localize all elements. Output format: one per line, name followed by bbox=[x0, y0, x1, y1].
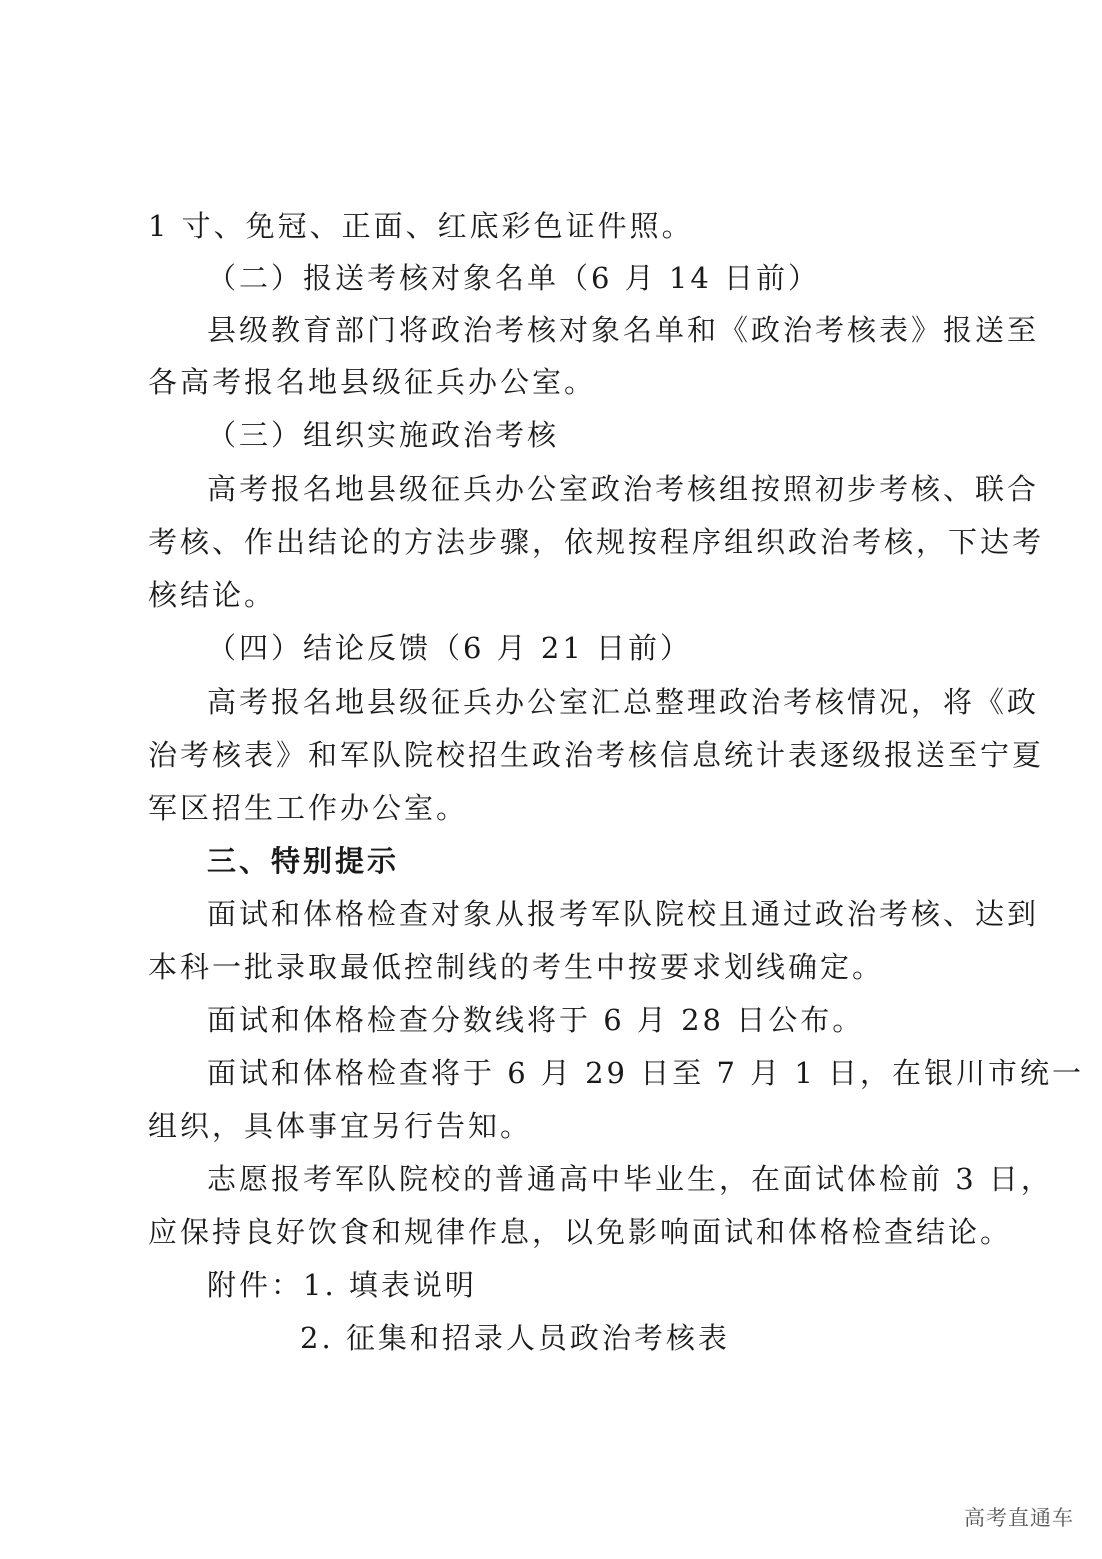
attachment-line-1: 附件：1. 填表说明 bbox=[207, 1268, 477, 1302]
text-line: 县级教育部门将政治考核对象名单和《政治考核表》报送至 bbox=[207, 313, 1040, 347]
text-line: 面试和体格检查分数线将于 6 月 28 日公布。 bbox=[207, 1003, 865, 1037]
text-line: 面试和体格检查将于 6 月 29 日至 7 月 1 日，在银川市统一 bbox=[207, 1056, 1085, 1090]
text-line: 军区招生工作办公室。 bbox=[148, 791, 469, 825]
text-line-photo-requirement: 1 寸、免冠、正面、红底彩色证件照。 bbox=[148, 209, 694, 243]
text-line: 各高考报名地县级征兵办公室。 bbox=[148, 365, 597, 399]
text-line: 考核、作出结论的方法步骤，依规按程序组织政治考核，下达考 bbox=[148, 525, 1045, 559]
section-heading-special-notice: 三、特别提示 bbox=[207, 844, 400, 878]
subheading-submit-list: （二）报送考核对象名单（6 月 14 日前） bbox=[207, 261, 821, 295]
text-line: 本科一批录取最低控制线的考生中按要求划线确定。 bbox=[148, 950, 885, 984]
subheading-implement-review: （三）组织实施政治考核 bbox=[207, 418, 560, 452]
watermark: 高考直通车 bbox=[964, 1506, 1074, 1530]
text-line: 高考报名地县级征兵办公室政治考核组按照初步考核、联合 bbox=[207, 472, 1040, 506]
text-line: 治考核表》和军队院校招生政治考核信息统计表逐级报送至宁夏 bbox=[148, 738, 1045, 772]
text-line: 志愿报考军队院校的普通高中毕业生，在面试体检前 3 日， bbox=[207, 1162, 1053, 1196]
text-line: 高考报名地县级征兵办公室汇总整理政治考核情况，将《政 bbox=[207, 685, 1040, 719]
text-line: 面试和体格检查对象从报考军队院校且通过政治考核、达到 bbox=[207, 897, 1040, 931]
attachment-line-2: 2. 征集和招录人员政治考核表 bbox=[300, 1321, 730, 1355]
text-line: 应保持良好饮食和规律作息，以免影响面试和体格检查结论。 bbox=[148, 1215, 1013, 1249]
subheading-feedback: （四）结论反馈（6 月 21 日前） bbox=[207, 631, 693, 665]
text-line: 核结论。 bbox=[148, 578, 277, 612]
text-line: 组织，具体事宜另行告知。 bbox=[148, 1109, 533, 1143]
